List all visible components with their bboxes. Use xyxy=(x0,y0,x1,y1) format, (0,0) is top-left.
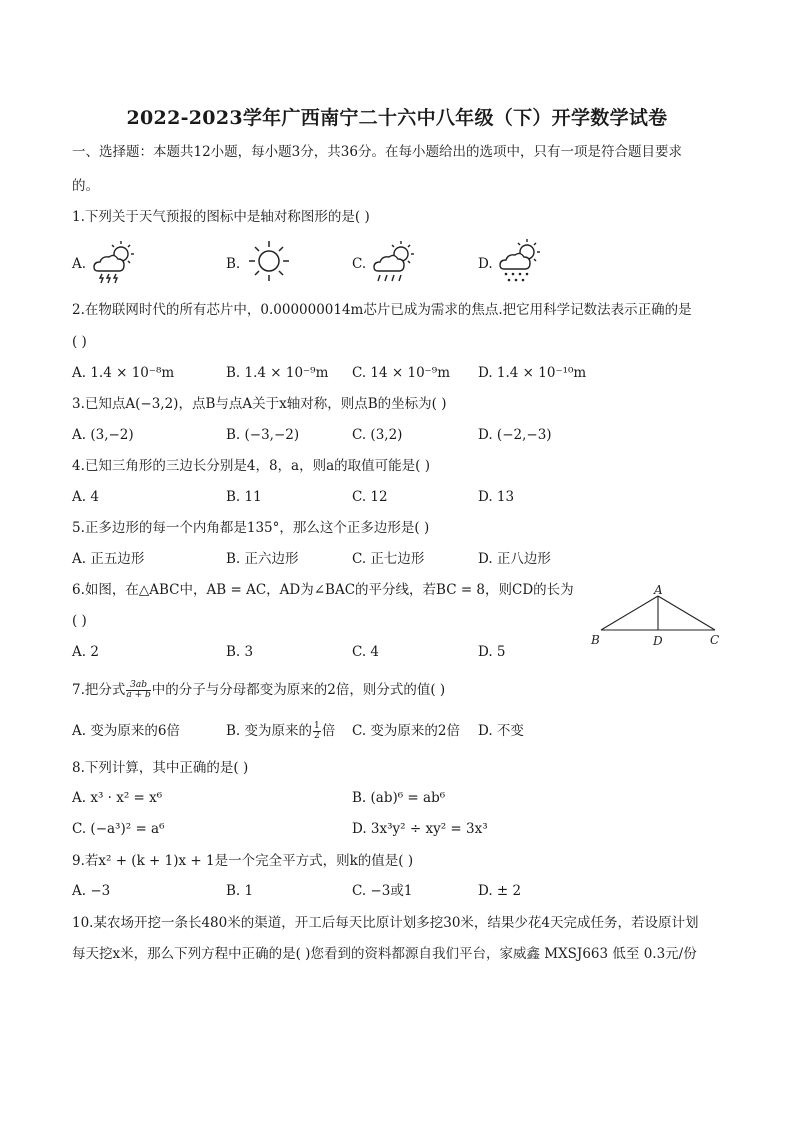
sun-cloud-snow-icon xyxy=(496,236,548,286)
q1-option-b[interactable] xyxy=(226,254,240,274)
q1-label-d: D. xyxy=(478,256,493,272)
q10-stem-text: 每天挖x米，那么下列方程中正确的是( ) xyxy=(72,946,311,962)
q2-option-b[interactable]: B. 1.4 × 10⁻⁹m xyxy=(226,365,329,381)
q3-option-d[interactable]: D. (−2,−3) xyxy=(478,427,552,443)
sun-cloud-rain-icon xyxy=(370,238,422,286)
q1-stem: 1.下列关于天气预报的图标中是轴对称图形的是( ) xyxy=(72,209,370,225)
watermark-text: 您看到的资料都源自我们平台，家威鑫 MXSJ663 低至 0.3元/份 xyxy=(310,946,697,962)
section-header: 一、选择题：本题共12小题，每小题3分，共36分。在每小题给出的选项中，只有一项是符合题目要求 xyxy=(72,144,682,160)
q7-option-c[interactable]: C. 变为原来的2倍 xyxy=(352,723,461,739)
q7-stem-pre: 7.把分式 xyxy=(72,682,126,698)
q7-option-b-den: 2 xyxy=(314,731,320,741)
q7-option-d[interactable]: D. 不变 xyxy=(478,723,524,739)
q2-option-a[interactable]: A. 1.4 × 10⁻⁸m xyxy=(72,365,175,381)
q6-option-b[interactable]: B. 3 xyxy=(226,644,254,660)
q9-option-d[interactable]: D. ± 2 xyxy=(478,883,522,899)
q5-option-c[interactable]: C. 正七边形 xyxy=(352,551,425,567)
q6-paren: ( ) xyxy=(72,613,87,629)
q7-stem-post: 中的分子与分母都变为原来的2倍，则分式的值( ) xyxy=(151,682,446,698)
q2-option-d[interactable]: D. 1.4 × 10⁻¹⁰m xyxy=(478,365,587,381)
q4-option-c[interactable]: C. 12 xyxy=(352,489,388,505)
sun-cloud-thunder-icon xyxy=(90,238,142,286)
q6-option-a[interactable]: A. 2 xyxy=(72,644,99,660)
label-d: D xyxy=(653,634,663,648)
q5-option-b[interactable]: B. 正六边形 xyxy=(226,551,299,567)
q7-option-b-pre: B. 变为原来的 xyxy=(226,723,313,739)
label-c: C xyxy=(710,633,720,647)
label-b: B xyxy=(591,633,600,647)
q3-option-b[interactable]: B. (−3,−2) xyxy=(226,427,300,443)
q8-option-d[interactable]: D. 3x³y² ÷ xy² = 3x³ xyxy=(352,821,488,837)
section-header-cont: 的。 xyxy=(72,178,99,194)
q9-stem: 9.若x² + (k + 1)x + 1是一个完全平方式，则k的值是( ) xyxy=(72,853,414,869)
q4-option-d[interactable]: D. 13 xyxy=(478,489,515,505)
q7-option-a[interactable]: A. 变为原来的6倍 xyxy=(72,723,180,739)
q10-stem-line2 xyxy=(72,944,697,964)
q1-label-c: C. xyxy=(352,256,367,272)
sun-icon xyxy=(244,238,294,284)
q7-fraction xyxy=(126,681,150,700)
q4-option-b[interactable]: B. 11 xyxy=(226,489,262,505)
triangle-figure xyxy=(588,584,724,650)
q1-option-c[interactable] xyxy=(352,254,366,274)
q2-paren: ( ) xyxy=(72,334,87,350)
q3-option-a[interactable]: A. (3,−2) xyxy=(72,427,134,443)
q10-stem-line1: 10.某农场开挖一条长480米的渠道，开工后每天比原计划多挖30米，结果少花4天完成任务，若设原计划 xyxy=(72,915,699,931)
q7-option-b-post: 倍 xyxy=(321,723,336,739)
q4-stem: 4.已知三角形的三边长分别是4，8，a，则a的取值可能是( ) xyxy=(72,458,430,474)
q1-option-d[interactable] xyxy=(478,254,493,274)
q9-option-b[interactable]: B. 1 xyxy=(226,883,254,899)
q4-option-a[interactable]: A. 4 xyxy=(72,489,99,505)
q1-option-a[interactable] xyxy=(72,254,86,274)
q7-option-b-num: 1 xyxy=(314,721,320,731)
q3-option-c[interactable]: C. (3,2) xyxy=(352,427,403,443)
q1-label-b: B. xyxy=(226,256,241,272)
q7-option-b[interactable] xyxy=(226,721,335,741)
q2-option-c[interactable]: C. 14 × 10⁻⁹m xyxy=(352,365,451,381)
q3-stem: 3.已知点A(−3,2)，点B与点A关于x轴对称，则点B的坐标为( ) xyxy=(72,396,447,412)
q8-option-a[interactable]: A. x³ · x² = x⁶ xyxy=(72,790,163,806)
q7-frac-num: 3ab xyxy=(126,681,150,691)
q9-option-c[interactable]: C. −3或1 xyxy=(352,883,413,899)
q8-stem: 8.下列计算，其中正确的是( ) xyxy=(72,760,249,776)
q7-stem xyxy=(72,680,445,700)
q5-option-a[interactable]: A. 正五边形 xyxy=(72,551,145,567)
q7-frac-den: a + b xyxy=(126,690,151,700)
q8-option-b[interactable]: B. (ab)⁶ = ab⁶ xyxy=(352,790,446,806)
q8-option-c[interactable]: C. (−a³)² = a⁶ xyxy=(72,821,165,837)
q1-label-a: A. xyxy=(72,256,87,272)
q9-option-a[interactable]: A. −3 xyxy=(72,883,111,899)
q7-option-b-fraction xyxy=(313,722,321,741)
q5-option-d[interactable]: D. 正八边形 xyxy=(478,551,551,567)
q6-option-d[interactable]: D. 5 xyxy=(478,644,506,660)
label-a: A xyxy=(654,584,663,597)
page-title: 2022-2023学年广西南宁二十六中八年级（下）开学数学试卷 xyxy=(126,107,668,129)
q6-stem: 6.如图，在△ABC中，AB = AC，AD为∠BAC的平分线，若BC = 8，则CD的长为 xyxy=(72,582,574,598)
q2-stem: 2.在物联网时代的所有芯片中，0.000000014m芯片已成为需求的焦点.把它用科学记数法表示正确的是 xyxy=(72,302,692,318)
q5-stem: 5.正多边形的每一个内角都是135°，那么这个正多边形是( ) xyxy=(72,520,430,536)
q6-option-c[interactable]: C. 4 xyxy=(352,644,380,660)
side-ac xyxy=(658,596,715,630)
side-ab xyxy=(601,596,658,630)
